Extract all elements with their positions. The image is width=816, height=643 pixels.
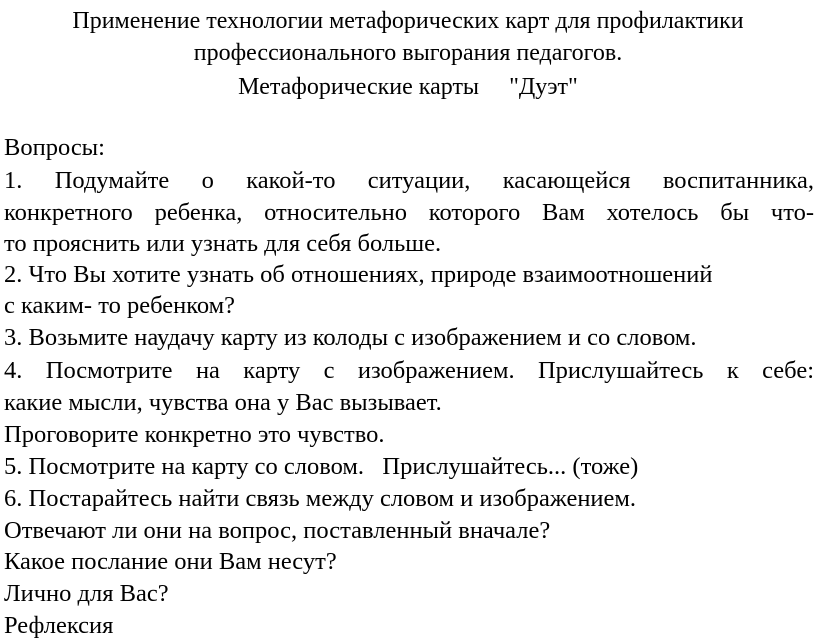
- title-line-3-right: "Дуэт": [509, 74, 578, 100]
- question-6-line-1: 6. Постарайтесь найти связь между словом и изображением.: [4, 485, 637, 512]
- question-6-line-2: Отвечают ли они на вопрос, поставленный вначале?: [4, 517, 551, 544]
- title-line-2: профессионального выгорания педагогов.: [193, 40, 623, 66]
- question-4-line-3: Проговорите конкретно это чувство.: [4, 421, 385, 448]
- question-6-line-4: Лично для Вас?: [4, 580, 169, 607]
- question-5-line: 5. Посмотрите на карту со словом. Прислушайтесь... (тоже): [4, 453, 639, 480]
- question-1-line-3: то прояснить или узнать для себя больше.: [4, 230, 442, 257]
- question-2-line-2: с каким- то ребенком?: [4, 292, 236, 319]
- reflection-line: Рефлексия: [4, 612, 114, 639]
- question-4-line-2: какие мысли, чувства она у Вас вызывает.: [4, 389, 442, 416]
- question-2-line-1: 2. Что Вы хотите узнать об отношениях, природе взаимоотношений: [4, 261, 713, 288]
- question-1-line-2: конкретного ребенка, относительно которого Вам хотелось бы что-: [4, 199, 814, 226]
- question-6-line-3: Какое послание они Вам несут?: [4, 548, 337, 575]
- title-line-3: [0, 72, 816, 102]
- question-4-line-1: 4. Посмотрите на карту с изображением. Прислушайтесь к себе:: [4, 357, 814, 384]
- question-3-line: 3. Возьмите наудачу карту из колоды с изображением и со словом.: [4, 324, 697, 351]
- title-line-3-left: Метафорические карты: [238, 74, 480, 100]
- title-line-1: Применение технологии метафорических карт для профилактики: [72, 8, 744, 34]
- question-1-line-1: 1. Подумайте о какой-то ситуации, касающейся воспитанника,: [4, 167, 814, 194]
- questions-heading: Вопросы:: [4, 134, 105, 161]
